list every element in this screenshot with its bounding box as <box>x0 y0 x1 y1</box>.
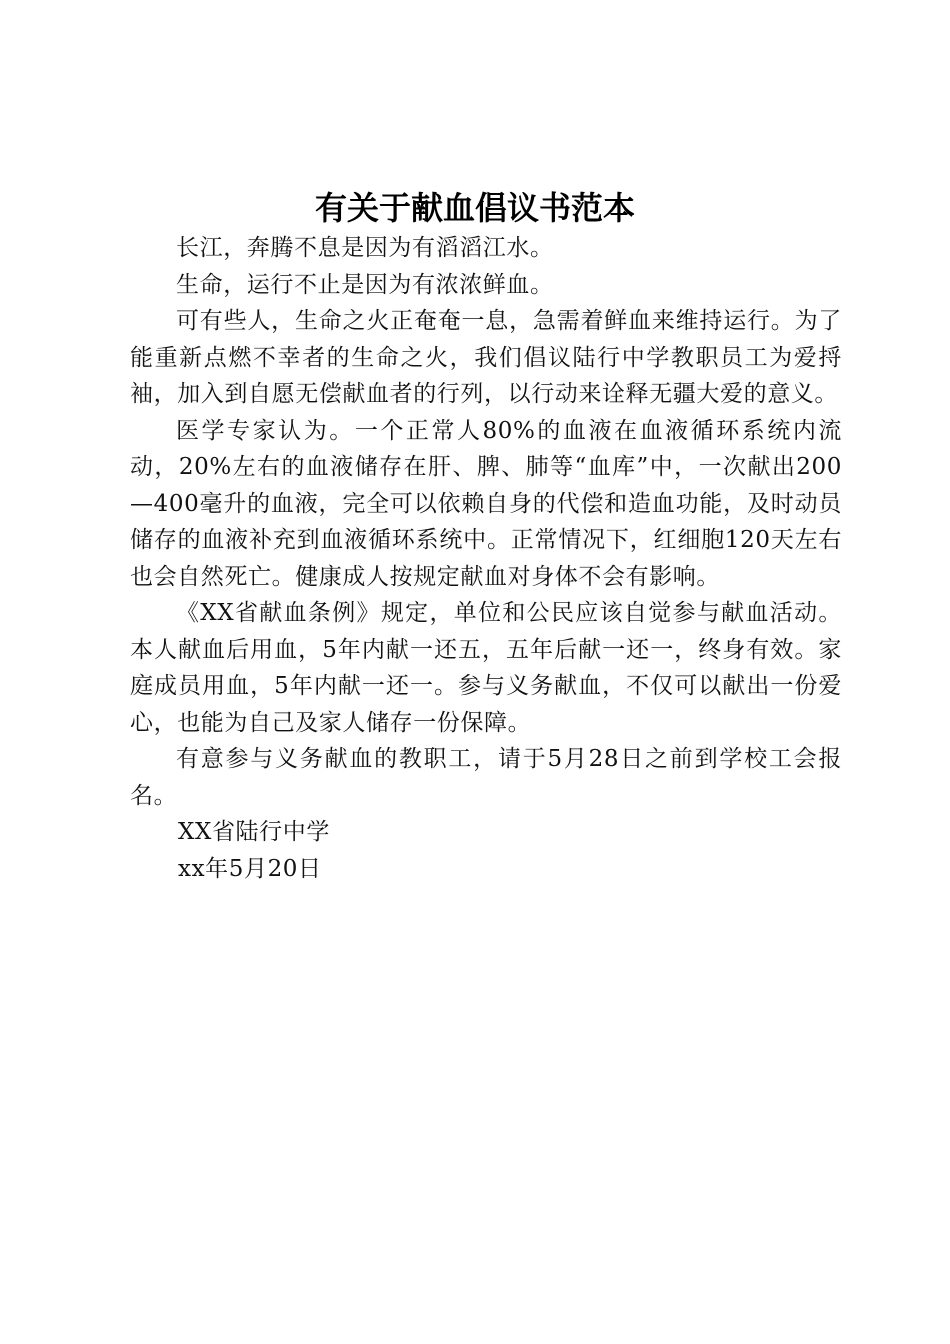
paragraph-5: 《XX省献血条例》规定，单位和公民应该自觉参与献血活动。本人献血后用血，5年内献一还五，五年后献一还一，终身有效。家庭成员用血，5年内献一还一。参与义务献血，不仅可以献出一份爱心，也能为自己及家人储存一份保障。 <box>130 600 842 736</box>
signature-date: xx年5月20日 <box>178 855 322 882</box>
signature-organization: XX省陆行中学 <box>178 819 330 845</box>
paragraph-1: 长江，奔腾不息是因为有滔滔江水。 <box>176 235 554 261</box>
paragraph-3: 可有些人，生命之火正奄奄一息，急需着鲜血来维持运行。为了能重新点燃不幸者的生命之火，我们倡议陆行中学教职员工为爱捋袖，加入到自愿无偿献血者的行列，以行动来诠释无疆大爱的意义。 <box>130 308 842 407</box>
paragraph-6: 有意参与义务献血的教职工，请于5月28日之前到学校工会报名。 <box>130 746 842 809</box>
document-title: 有关于献血倡议书范本 <box>314 189 635 227</box>
paragraph-2: 生命，运行不止是因为有浓浓鲜血。 <box>176 271 554 298</box>
paragraph-4: 医学专家认为。一个正常人80%的血液在血液循环系统内流动，20%左右的血液储存在肝、脾、肺等“血库”中，一次献出200—400毫升的血液，完全可以依赖自身的代偿和造血功能，及时动员储存的血液补充到血液循环系统中。正常情况下，红细胞120天左右也会自然死亡。健康成人按规定献血对身体不会有影响。 <box>130 417 842 590</box>
document-body <box>130 230 842 887</box>
